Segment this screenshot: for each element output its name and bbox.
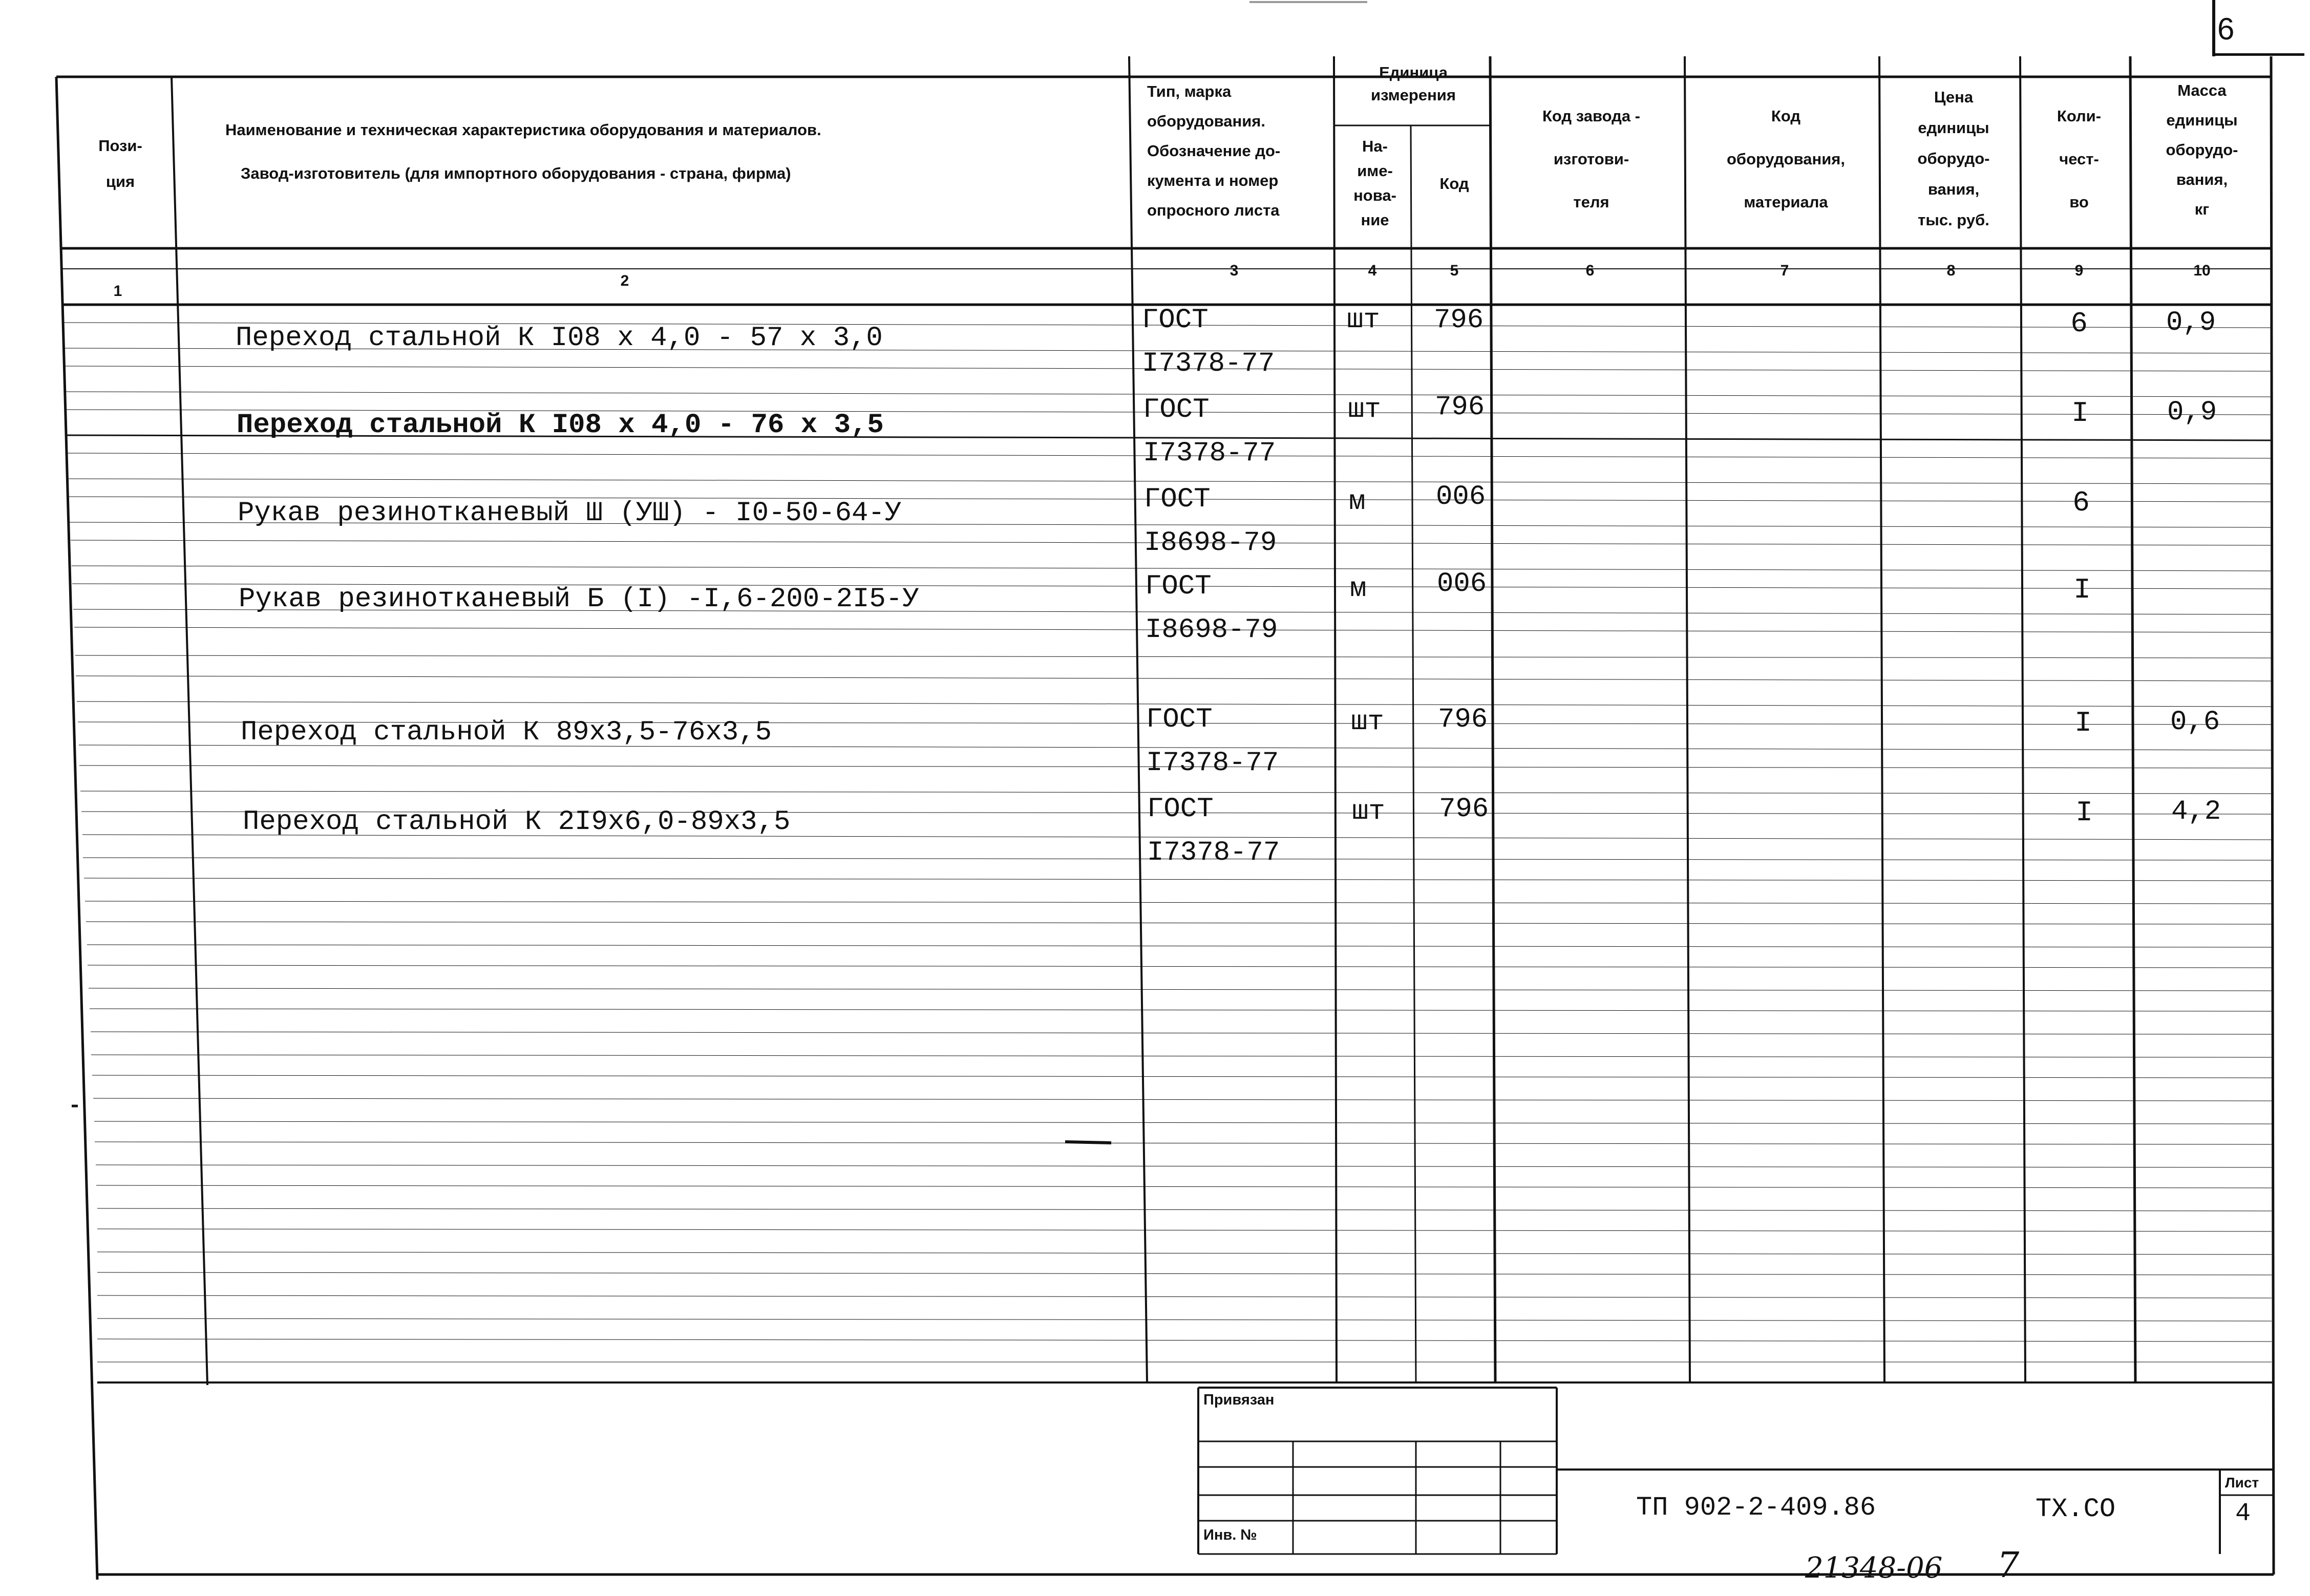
section-code: ТХ.СО — [2036, 1494, 2116, 1524]
item-quantity: 6 — [2070, 307, 2088, 340]
item-doc: I7378-77 — [1147, 837, 1280, 868]
item-doc: I8698-79 — [1145, 614, 1278, 646]
item-name: Переход стальной К I08 x 4,0 - 76 x 3,5 — [237, 410, 884, 441]
item-doc: I7378-77 — [1142, 348, 1275, 379]
item-name: Переход стальной К I08 x 4,0 - 57 x 3,0 — [236, 323, 883, 354]
sheet-label: Лист — [2225, 1475, 2259, 1491]
frame-left — [56, 77, 97, 1580]
inventory-label: Инв. № — [1203, 1527, 1257, 1543]
item-quantity: 6 — [2072, 486, 2090, 519]
header-position: Пози- ция — [98, 137, 142, 190]
column-number: 3 — [1230, 262, 1239, 279]
header-unit-price: Цена единицы оборудо- вания, тыс. руб. — [1917, 88, 1990, 229]
column-number: 8 — [1946, 262, 1956, 279]
archive-number: 21348-06 — [1805, 1551, 1943, 1585]
header-name-line1: Наименование и техническая характеристика оборудования и материалов. — [225, 121, 821, 139]
page-mark: 7 — [1997, 1545, 2020, 1586]
header-type: Тип, марка оборудования. Обозначение до- кумента и номер опросного листа — [1147, 82, 1281, 219]
header-equipment-code: Код оборудования, материала — [1726, 107, 1845, 211]
item-quantity: I — [2075, 796, 2093, 829]
column-number: 7 — [1780, 262, 1789, 279]
item-name: Переход стальной К 2I9х6,0-89х3,5 — [243, 806, 791, 838]
item-name: Рукав резинотканевый Ш (УШ) - I0-50-64-У — [238, 498, 902, 529]
column-number: 2 — [620, 272, 629, 289]
item-unit: шт — [1351, 707, 1384, 738]
item-mass: 0,9 — [2166, 307, 2216, 338]
header-factory-code: Код завода - изготови- теля — [1542, 107, 1640, 211]
item-unit-code: 796 — [1438, 704, 1488, 735]
item-unit: шт — [1347, 305, 1380, 336]
item-quantity: I — [2071, 397, 2089, 430]
item-doc: ГОСТ — [1142, 305, 1209, 336]
sheet-number: 6 — [2217, 12, 2235, 46]
item-unit: м — [1349, 486, 1366, 518]
item-unit: м — [1350, 573, 1367, 605]
column-number: 6 — [1585, 262, 1595, 279]
header-name-line2: Завод-изготовитель (для импортного оборудования - страна, фирма) — [241, 164, 791, 182]
item-name: Рукав резинотканевый Б (I) -I,6-200-2I5-У — [239, 584, 919, 615]
item-unit-code: 006 — [1437, 568, 1487, 600]
item-unit: шт — [1352, 796, 1385, 827]
header-unit-code: Код — [1439, 175, 1469, 193]
header-quantity: Коли- чест- во — [2057, 107, 2102, 211]
column-number: 5 — [1450, 262, 1459, 279]
item-quantity: I — [2074, 707, 2092, 739]
column-number: 9 — [2074, 262, 2084, 279]
column-number: 4 — [1368, 262, 1377, 279]
item-doc: ГОСТ — [1147, 794, 1214, 825]
column-number: 1 — [113, 283, 122, 300]
item-unit: шт — [1348, 394, 1381, 425]
header-unit-group: Единица измерения — [1371, 63, 1456, 104]
item-quantity: I — [2073, 573, 2091, 606]
item-doc: ГОСТ — [1146, 704, 1213, 735]
item-unit-code: 796 — [1434, 305, 1484, 336]
item-doc: ГОСТ — [1143, 394, 1210, 425]
header-mass: Масса единицы оборудо- вания, кг — [2166, 81, 2238, 218]
item-mass: 4,2 — [2171, 796, 2221, 827]
item-unit-code: 796 — [1435, 392, 1485, 423]
item-doc: I7378-77 — [1143, 438, 1276, 469]
bound-label: Привязан — [1203, 1392, 1275, 1408]
item-mass: 0,9 — [2167, 397, 2217, 428]
item-mass: 0,6 — [2170, 707, 2220, 738]
frame-right — [2271, 56, 2274, 1574]
sheet-value: 4 — [2235, 1499, 2251, 1528]
item-unit-code: 006 — [1436, 481, 1486, 513]
item-doc: ГОСТ — [1145, 571, 1212, 602]
item-doc: I7378-77 — [1146, 748, 1279, 779]
item-unit-code: 796 — [1439, 794, 1489, 825]
header-unit-name: На- име- нова- ние — [1353, 137, 1396, 229]
item-doc: ГОСТ — [1144, 484, 1211, 515]
document-code: ТП 902-2-409.86 — [1636, 1493, 1876, 1523]
item-doc: I8698-79 — [1144, 527, 1277, 559]
column-number: 10 — [2193, 262, 2211, 279]
item-name: Переход стальной К 89х3,5-76х3,5 — [241, 717, 772, 748]
